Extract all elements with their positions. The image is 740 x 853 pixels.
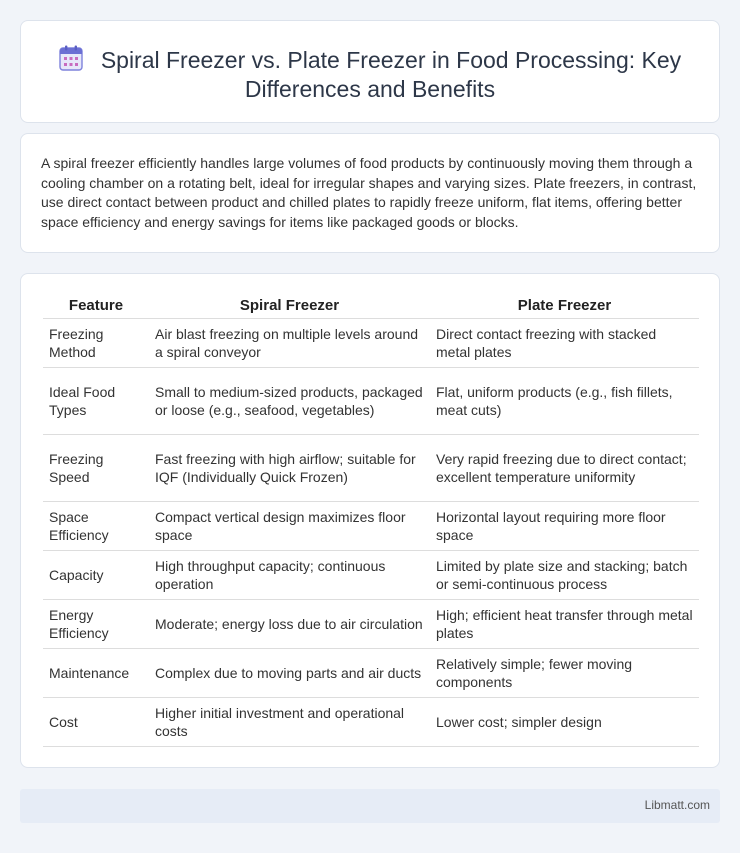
summary-card xyxy=(20,133,720,253)
spiral-cell: Moderate; energy loss due to air circulation xyxy=(149,599,430,648)
plate-cell: Relatively simple; fewer moving components xyxy=(430,648,699,697)
spiral-cell: High throughput capacity; continuous operation xyxy=(149,550,430,599)
plate-cell: Flat, uniform products (e.g., fish fillets, meat cuts) xyxy=(430,367,699,434)
footer-site-name: Libmatt.com xyxy=(644,798,710,812)
spiral-cell: Air blast freezing on multiple levels around a spiral conveyor xyxy=(149,318,430,367)
plate-cell: Direct contact freezing with stacked metal plates xyxy=(430,318,699,367)
table-row xyxy=(43,550,699,599)
table-header-row xyxy=(43,296,699,318)
header-plate-freezer: Plate Freezer xyxy=(430,296,699,318)
spiral-cell: Fast freezing with high airflow; suitable for IQF (Individually Quick Frozen) xyxy=(149,434,430,501)
table-row xyxy=(43,367,699,434)
feature-cell: Space Efficiency xyxy=(43,501,149,550)
feature-cell: Maintenance xyxy=(43,648,149,697)
header-feature: Feature xyxy=(43,296,149,318)
title-card xyxy=(20,20,720,123)
plate-cell: Very rapid freezing due to direct contact; excellent temperature uniformity xyxy=(430,434,699,501)
spiral-cell: Compact vertical design maximizes floor space xyxy=(149,501,430,550)
spiral-cell: Higher initial investment and operational costs xyxy=(149,697,430,746)
table-row xyxy=(43,434,699,501)
plate-cell: High; efficient heat transfer through metal plates xyxy=(430,599,699,648)
feature-cell: Cost xyxy=(43,697,149,746)
header-spiral-freezer: Spiral Freezer xyxy=(149,296,430,318)
summary-text: A spiral freezer efficiently handles large volumes of food products by continuously moving them through a cooling chamber on a rotating belt, ideal for irregular shapes and varying sizes. Plate freezers, in contrast, use direct contact between product and chilled plates to rapidly freeze uniform, flat items, offering better space efficiency and energy savings for items like packaged goods or blocks. xyxy=(41,155,697,230)
table-row xyxy=(43,697,699,746)
page-title: Spiral Freezer vs. Plate Freezer in Food Processing: Key Differences and Benefits xyxy=(100,47,682,102)
feature-cell: Freezing Method xyxy=(43,318,149,367)
table-row xyxy=(43,501,699,550)
comparison-table xyxy=(43,296,699,747)
spiral-cell: Complex due to moving parts and air ducts xyxy=(149,648,430,697)
footer-bar xyxy=(20,789,720,823)
page-title-wrap xyxy=(21,45,719,104)
table-row xyxy=(43,648,699,697)
plate-cell: Lower cost; simpler design xyxy=(430,697,699,746)
plate-cell: Limited by plate size and stacking; batch or semi-continuous process xyxy=(430,550,699,599)
spiral-cell: Small to medium-sized products, packaged or loose (e.g., seafood, vegetables) xyxy=(149,367,430,434)
plate-cell: Horizontal layout requiring more floor space xyxy=(430,501,699,550)
feature-cell: Capacity xyxy=(43,550,149,599)
table-row xyxy=(43,599,699,648)
table-row xyxy=(43,318,699,367)
feature-cell: Energy Efficiency xyxy=(43,599,149,648)
feature-cell: Freezing Speed xyxy=(43,434,149,501)
feature-cell: Ideal Food Types xyxy=(43,367,149,434)
comparison-table-card xyxy=(20,273,720,768)
calendar-icon xyxy=(59,45,83,71)
